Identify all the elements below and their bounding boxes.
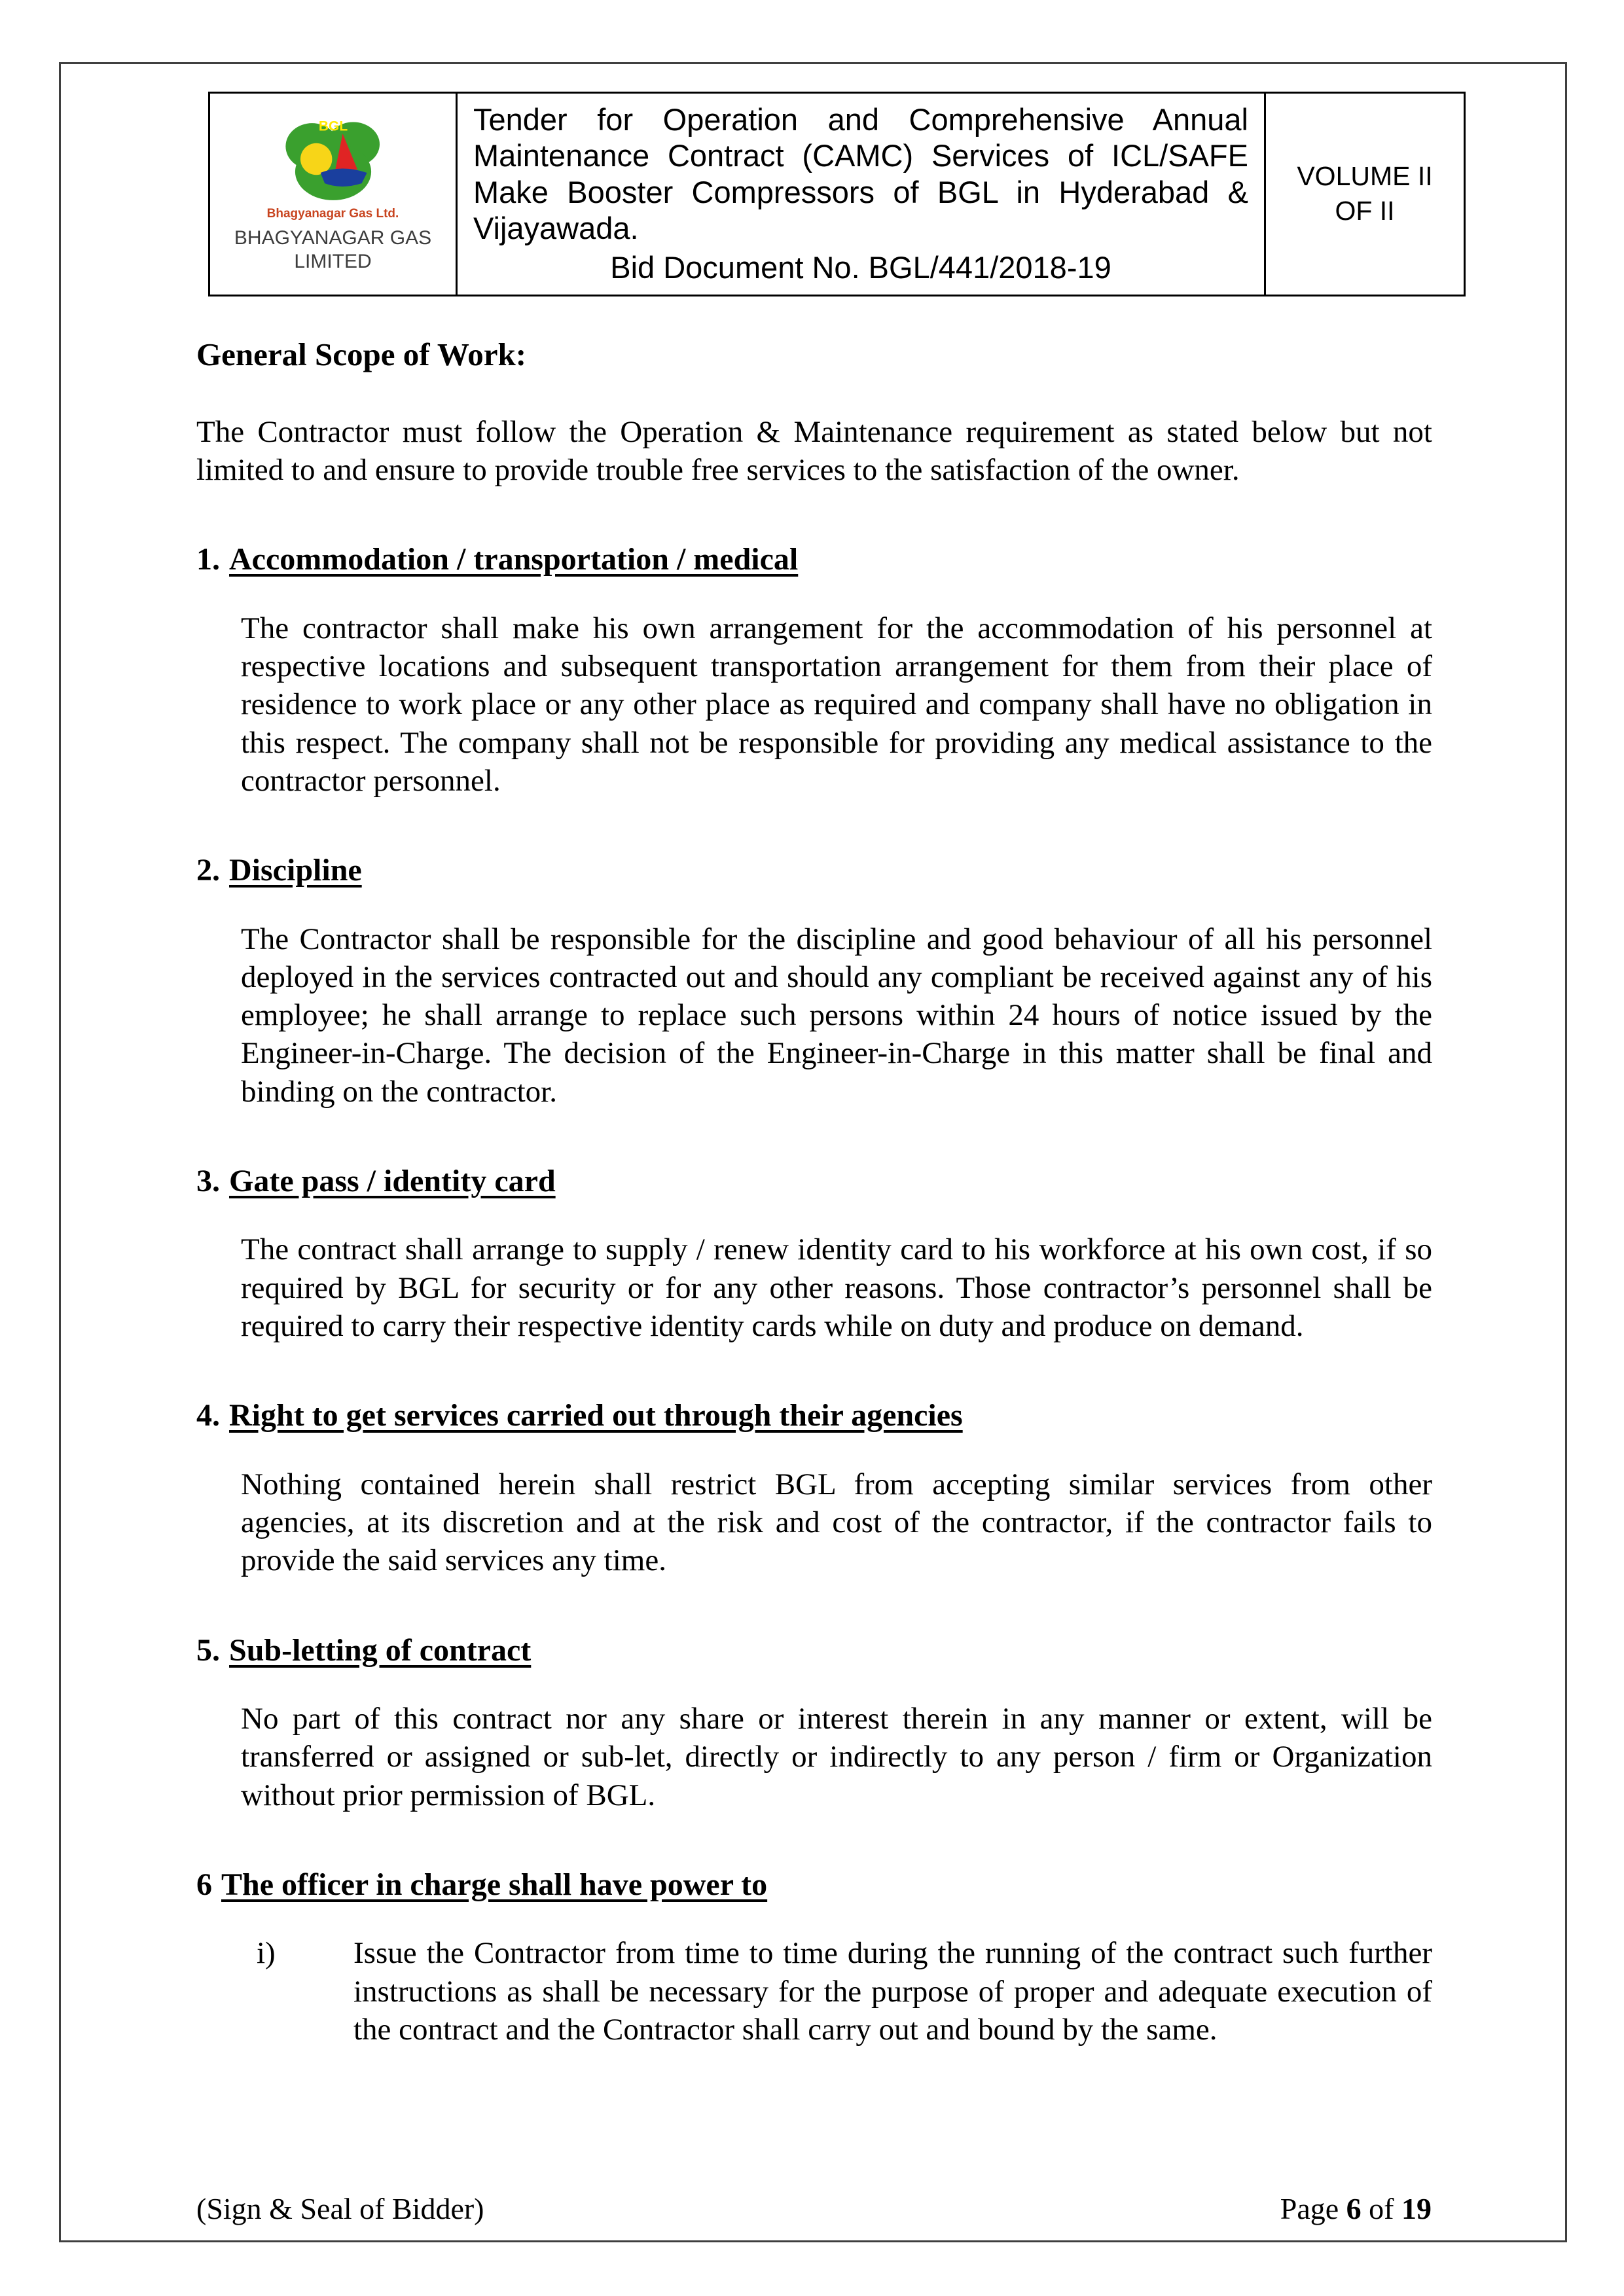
page-indicator: [1280, 2191, 1432, 2226]
logo-caption: Bhagyanagar Gas Ltd.: [266, 207, 399, 221]
section-heading: [196, 1865, 1432, 1905]
section-heading: [196, 1631, 1432, 1670]
section-number: 4.: [196, 1398, 220, 1433]
company-logo-icon: [278, 113, 388, 206]
section-number: 3.: [196, 1163, 220, 1198]
section-title: Accommodation / transportation / medical: [229, 542, 799, 577]
title-cell: [458, 94, 1266, 295]
section-title: Sub-letting of contract: [229, 1632, 532, 1668]
section-right-to-services: [196, 1396, 1432, 1579]
sign-seal-label: (Sign & Seal of Bidder): [196, 2192, 484, 2225]
page-label: Page: [1280, 2192, 1339, 2225]
intro-paragraph: The Contractor must follow the Operation & Maintenance requirement as stated below but not limited to and ensure to provide trouble free services to the satisfaction of the owner.: [196, 414, 1432, 488]
section-heading: [196, 1396, 1432, 1435]
company-name-line1: BHAGYANAGAR GAS: [234, 227, 432, 249]
page-total: 19: [1401, 2192, 1432, 2225]
section-heading: [196, 1162, 1432, 1201]
section-number: 2.: [196, 853, 220, 888]
section-discipline: [196, 851, 1432, 1111]
section-body: No part of this contract nor any share or interest therein in any manner or extent, will be transferred or assigned or sub-let, directly or indirectly to any person / firm or Organization without prior permission of BGL.: [241, 1702, 1432, 1812]
bgl-monogram: BGL: [318, 118, 348, 134]
section-title: Right to get services carried out through their agencies: [229, 1398, 963, 1433]
section-body: The contractor shall make his own arrangement for the accommodation of his personnel at respective locations and subsequent transportation arrangement for them from their place of residence to work place or any other place as required and company shall have no obligation in this respect. The company shall not be responsible for providing any medical assistance to the contractor personnel.: [241, 611, 1432, 798]
logo-cell: [210, 94, 458, 295]
of-label: of: [1369, 2192, 1394, 2225]
section-body: The Contractor shall be responsible for the discipline and good behaviour of all his personnel deployed in the services contracted out and should any compliant be received against any of his employee; he shall arrange to replace such persons within 24 hours of notice issued by the Engineer-in-Charge. The decision of the Engineer-in-Charge in this matter shall be final and binding on the contractor.: [241, 922, 1432, 1109]
list-item-text: Issue the Contractor from time to time during the running of the contract such further instructions as shall be necessary for the purpose of proper and adequate execution of the contract and the Contractor shall carry out and bound by the same.: [353, 1936, 1432, 2047]
bid-document-number: Bid Document No. BGL/441/2018-19: [610, 249, 1111, 285]
section-sub-letting: [196, 1631, 1432, 1814]
company-name-line2: LIMITED: [294, 251, 372, 273]
section-title: Discipline: [229, 853, 362, 888]
volume-label-line1: VOLUME II: [1297, 161, 1433, 192]
company-name: [234, 226, 431, 274]
section-body: Nothing contained herein shall restrict BGL from accepting similar services from other agencies, at its discretion and at the risk and cost of the contractor, if the contractor fails to provide the said services any time.: [241, 1467, 1432, 1578]
page-footer: [196, 2191, 1432, 2226]
list-item-marker: i): [257, 1936, 276, 1971]
section-title: Gate pass / identity card: [229, 1163, 556, 1198]
section-number: 5.: [196, 1632, 220, 1668]
header-table: [208, 92, 1466, 296]
section-officer-in-charge: [196, 1865, 1432, 2049]
section-number: 6: [196, 1867, 212, 1902]
section-title: The officer in charge shall have power to: [221, 1867, 768, 1902]
section-number: 1.: [196, 542, 220, 577]
page-number: 6: [1346, 2192, 1362, 2225]
section-accommodation: [196, 540, 1432, 800]
section-heading: [196, 540, 1432, 579]
volume-cell: [1266, 94, 1464, 295]
section-gate-pass: [196, 1162, 1432, 1345]
section-body: The contract shall arrange to supply / renew identity card to his workforce at his own cost, if so required by BGL for security or for any other reasons. Those contractor’s personnel shall be required to carry their respective identity cards while on duty and produce on demand.: [241, 1232, 1432, 1344]
section-heading: [196, 851, 1432, 890]
list-item: [257, 1934, 1432, 2049]
tender-title: Tender for Operation and Comprehensive Annual Maintenance Contract (CAMC) Services of ICL/SAFE Make Booster Compressors of BGL in Hyderabad & Vijayawada.: [473, 102, 1248, 246]
volume-label-line2: OF II: [1335, 196, 1395, 226]
main-heading: General Scope of Work:: [196, 336, 527, 372]
document-body: [196, 335, 1432, 2049]
